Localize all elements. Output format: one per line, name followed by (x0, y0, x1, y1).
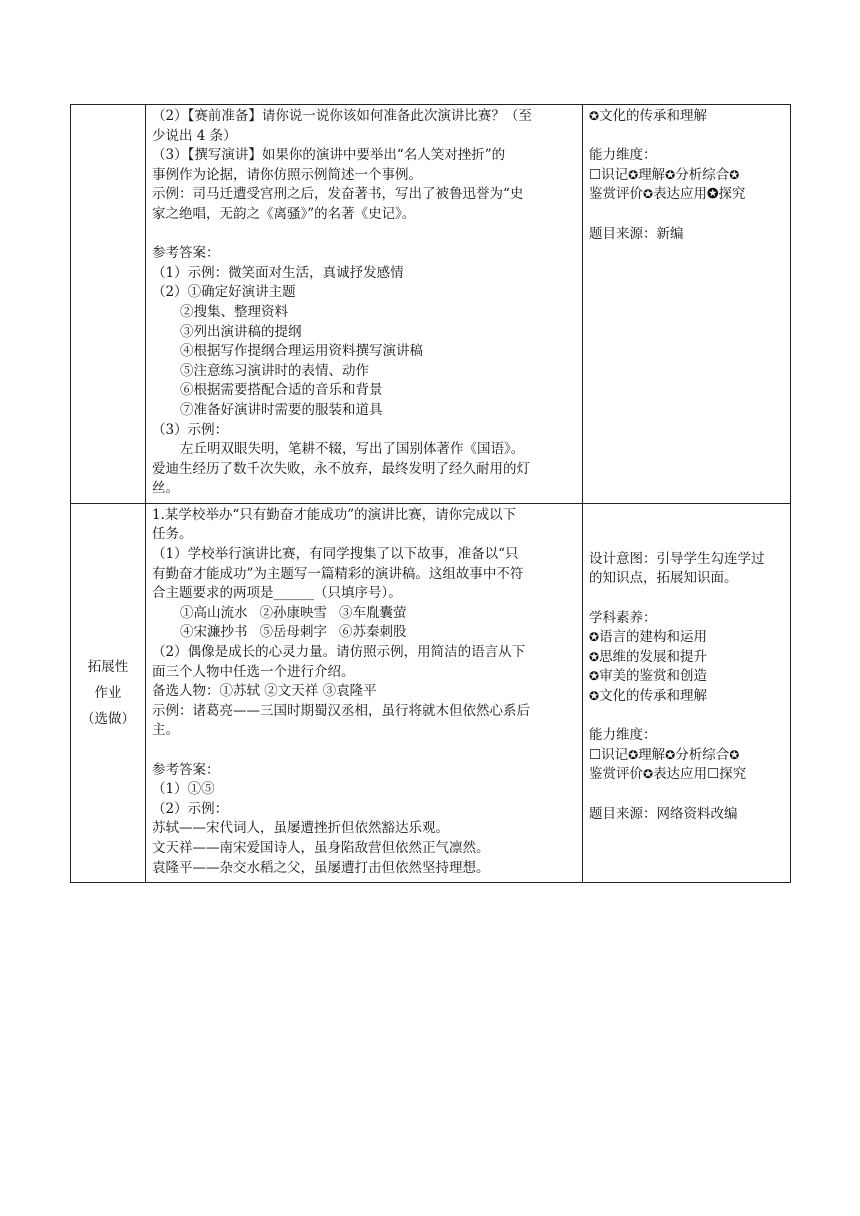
gear-bullet-icon: ✪ (589, 669, 600, 684)
gear-bullet-icon: ✪ (643, 187, 654, 202)
source-line: 题目来源：新编 (589, 225, 684, 242)
answer-title: 参考答案： (152, 761, 220, 778)
question-cell (146, 105, 583, 504)
ability-line: 鉴赏评价✪表达应用✪探究 (589, 186, 746, 203)
answer-line: （2）示例： (152, 800, 229, 817)
gear-bullet-icon: ✪ (665, 747, 676, 762)
ability-line: ☐识记✪理解✪分析综合✪ (589, 746, 740, 763)
checkbox-empty-icon: ☐ (589, 746, 602, 763)
row-label-empty (71, 105, 146, 504)
question-line: 1.某学校举办“只有勤奋才能成功”的演讲比赛，请你完成以下 (152, 506, 517, 523)
table-row (71, 105, 791, 504)
literacy-item: ✪思维的发展和提升 (589, 648, 708, 665)
answer-step: ⑦准备好演讲时需要的服装和道具 (180, 401, 383, 418)
question-line: 示例：司马迁遭受宫刑之后，发奋著书，写出了被鲁迅誉为“史 (152, 186, 524, 203)
row-label: 拓展性 作业 （选做） (71, 503, 146, 882)
answer-step: ⑤注意练习演讲时的表情、动作 (180, 362, 369, 379)
gear-bullet-icon: ✪ (665, 167, 676, 182)
question-line: 有勤奋才能成功”为主题写一篇精彩的演讲稿。这组故事中不符 (152, 565, 524, 582)
answer-step: ③列出演讲稿的提纲 (180, 323, 302, 340)
answer-title: 参考答案： (152, 245, 220, 262)
side-notes-cell (583, 105, 791, 504)
answer-line: 袁隆平——杂交水稻之父，虽屡遭打击但依然坚持理想。 (152, 859, 490, 876)
ability-title: 能力维度： (589, 727, 657, 744)
question-line: 面三个人物中任选一个进行介绍。 (152, 663, 355, 680)
question-line: 任务。 (152, 526, 193, 543)
question-line: （2）偶像是成长的心灵力量。请仿照示例，用简洁的语言从下 (152, 644, 526, 661)
filled-gear-bullet-icon: ✪ (707, 186, 719, 203)
question-line: （1）学校举行演讲比赛，有同学搜集了以下故事，准备以“只 (152, 546, 519, 563)
answer-line: 丝。 (152, 480, 179, 497)
answer-line: 左丘明双眼失明，笔耕不辍，写出了国别体著作《国语》。 (180, 441, 525, 458)
gear-bullet-icon: ✪ (589, 109, 600, 123)
options-row (152, 623, 576, 643)
side-notes-cell (583, 503, 791, 882)
question-cell (146, 503, 583, 882)
answer-line: （2）①确定好演讲主题 (152, 284, 296, 301)
option-item: ②孙康映雪 (259, 604, 327, 621)
question-line: 备选人物：①苏轼 ②文天祥 ③袁隆平 (152, 683, 377, 700)
design-intent: 的知识点，拓展知识面。 (589, 570, 738, 587)
answer-step: ④根据写作提纲合理运用资料撰写演讲稿 (180, 343, 423, 360)
literacy-item: ✪文化的传承和理解 (589, 688, 708, 705)
answer-line: 爱迪生经历了数千次失败，永不放弃，最终发明了经久耐用的灯 (152, 460, 530, 477)
answer-line: 苏轼——宋代词人，虽屡遭挫折但依然豁达乐观。 (152, 820, 449, 837)
answer-line: （3）示例： (152, 421, 229, 438)
question-line: （2）【赛前准备】请你说一说你该如何准备此次演讲比赛？（至 (152, 108, 532, 124)
options-row (152, 604, 576, 624)
option-item: ⑤岳母刺字 (259, 624, 327, 641)
ability-line: 鉴赏评价✪表达应用☐探究 (589, 766, 747, 783)
question-line: 家之绝唱，无韵之《离骚》”的名著《史记》。 (152, 205, 416, 222)
gear-bullet-icon: ✪ (643, 767, 654, 782)
table-row (71, 503, 791, 882)
gear-bullet-icon: ✪ (589, 630, 600, 645)
ability-title: 能力维度： (589, 147, 657, 164)
assignment-table (70, 104, 791, 883)
checkbox-empty-icon: ☐ (707, 766, 720, 783)
question-line: 示例：诸葛亮——三国时期蜀汉丞相，虽行将就木但依然心系后 (152, 702, 530, 719)
literacy-item: ✪语言的建构和运用 (589, 629, 708, 646)
question-line: 事例作为论据，请你仿照示例简述一个事例。 (152, 166, 422, 183)
question-line: 少说出 4 条） (152, 127, 237, 144)
option-item: ③车胤囊萤 (339, 604, 407, 621)
checkbox-empty-icon: ☐ (589, 166, 602, 183)
literacy-title: 学科素养： (589, 609, 657, 626)
gear-bullet-icon: ✪ (729, 747, 740, 762)
question-line: （3）【撰写演讲】如果你的演讲中要举出“名人笑对挫折”的 (152, 147, 506, 164)
design-intent: 设计意图：引导学生勾连学过 (589, 550, 765, 567)
question-line: 主。 (152, 722, 179, 739)
gear-bullet-icon: ✪ (589, 689, 600, 704)
gear-bullet-icon: ✪ (628, 747, 639, 762)
question-line: 合主题要求的两项是______（只填序号）。 (152, 585, 402, 602)
gear-bullet-icon: ✪ (589, 649, 600, 664)
option-item: ④宋濂抄书 (180, 624, 248, 641)
ability-line: ☐识记✪理解✪分析综合✪ (589, 166, 740, 183)
option-item: ①高山流水 (180, 604, 248, 621)
answer-step: ⑥根据需要搭配合适的音乐和背景 (180, 382, 383, 399)
answer-line: 文天祥——南宋爱国诗人，虽身陷敌营但依然正气凛然。 (152, 839, 490, 856)
gear-bullet-icon: ✪ (729, 167, 740, 182)
literacy-item: ✪文化的传承和理解 (589, 108, 708, 124)
answer-line: （1）示例：微笑面对生活，真诚抒发感情 (152, 264, 404, 281)
gear-bullet-icon: ✪ (628, 167, 639, 182)
literacy-item: ✪审美的鉴赏和创造 (589, 668, 708, 685)
answer-line: （1）①⑤ (152, 781, 215, 798)
answer-step: ②搜集、整理资料 (180, 303, 288, 320)
source-line: 题目来源：网络资料改编 (589, 805, 738, 822)
option-item: ⑥苏秦刺股 (339, 624, 407, 641)
